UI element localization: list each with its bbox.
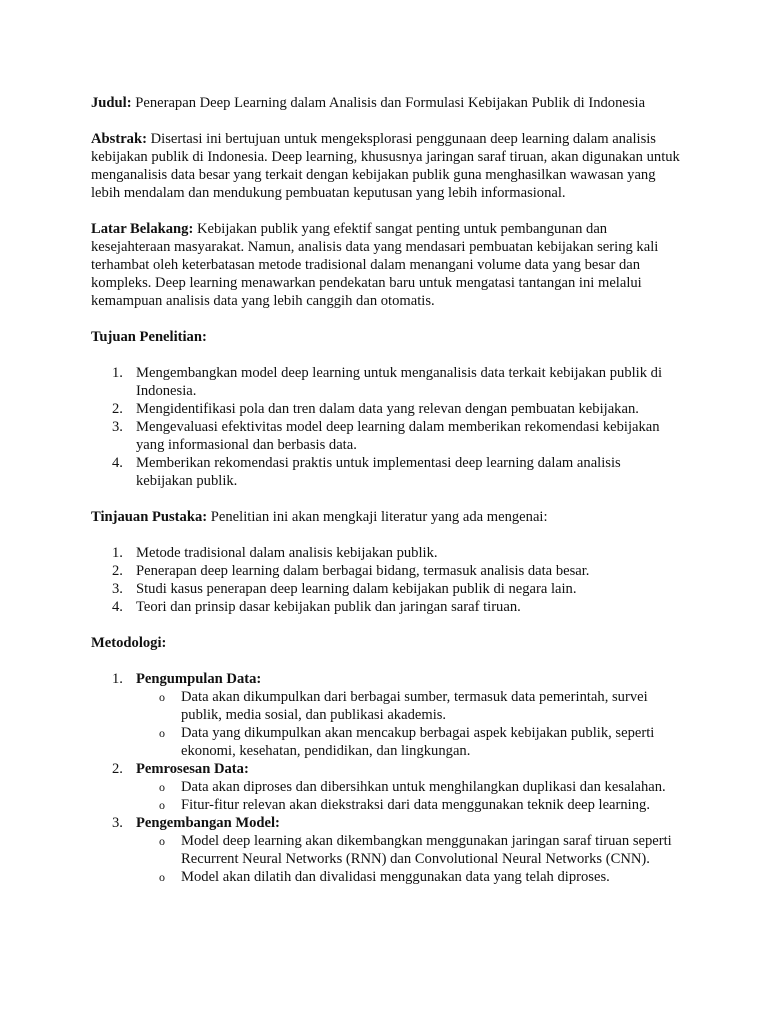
list-item — [91, 760, 681, 814]
sub-list-item-text: Data akan dikumpulkan dari berbagai sumber, termasuk data pemerintah, survei publik, media sosial, dan publikasi akademis. — [181, 689, 648, 723]
list-item — [91, 454, 681, 490]
sub-list — [136, 832, 681, 886]
list-item-text: Mengembangkan model deep learning untuk menganalisis data terkait kebijakan publik di Indonesia. — [136, 365, 663, 399]
latar-belakang-label: Latar Belakang: — [91, 221, 194, 237]
method-step-title: Pengembangan Model: — [136, 815, 280, 831]
metodologi-heading: Metodologi: — [91, 635, 167, 651]
list-item-text: Teori dan prinsip dasar kebijakan publik dan jaringan saraf tiruan. — [136, 599, 521, 615]
sub-list — [136, 688, 681, 760]
bullet-icon: o — [159, 798, 165, 812]
bullet-icon: o — [159, 834, 165, 848]
tinjauan-list — [91, 544, 681, 616]
list-item — [91, 400, 681, 418]
list-item — [91, 598, 681, 616]
sub-list-item-text: Fitur-fitur relevan akan diekstraksi dari data menggunakan teknik deep learning. — [181, 797, 650, 813]
list-number: 3. — [112, 581, 123, 597]
sub-list-item-text: Data akan diproses dan dibersihkan untuk menghilangkan duplikasi dan kesalahan. — [181, 779, 666, 795]
list-number: 3. — [112, 815, 123, 831]
sub-list-item — [136, 724, 681, 760]
judul-paragraph — [91, 94, 681, 112]
list-item — [91, 562, 681, 580]
list-item — [91, 544, 681, 562]
metodologi-list — [91, 670, 681, 886]
sub-list — [136, 778, 681, 814]
abstrak-text: Disertasi ini bertujuan untuk mengeksplorasi penggunaan deep learning dalam analisis kebijakan publik di Indonesia. Deep learning, khususnya jaringan saraf tiruan, akan digunakan untuk menganalisis data besar yang terkait dengan kebijakan publik guna menghasilkan wawasan yang lebih mendalam dan mendukung pembuatan keputusan yang lebih informasional. — [91, 131, 680, 201]
list-item — [91, 418, 681, 454]
sub-list-item — [136, 688, 681, 724]
tujuan-list — [91, 364, 681, 490]
bullet-icon: o — [159, 870, 165, 884]
list-item — [91, 814, 681, 886]
list-number: 2. — [112, 761, 123, 777]
list-item-text: Metode tradisional dalam analisis kebijakan publik. — [136, 545, 438, 561]
judul-text: Penerapan Deep Learning dalam Analisis dan Formulasi Kebijakan Publik di Indonesia — [135, 95, 646, 111]
list-item — [91, 364, 681, 400]
list-number: 3. — [112, 419, 123, 435]
list-item-text: Memberikan rekomendasi praktis untuk implementasi deep learning dalam analisis kebijakan publik. — [136, 455, 621, 489]
sub-list-item-text: Model akan dilatih dan divalidasi menggunakan data yang telah diproses. — [181, 869, 610, 885]
latar-belakang-text: Kebijakan publik yang efektif sangat penting untuk pembangunan dan kesejahteraan masyarakat. Namun, analisis data yang mendasari pembuatan kebijakan sering kali terhambat oleh keterbatasan metode tradisional dalam menangani volume data yang besar dan kompleks. Deep learning menawarkan pendekatan baru untuk mengatasi tantangan ini melalui kemampuan analisis data yang lebih canggih dan otomatis. — [91, 221, 659, 309]
list-item-text: Studi kasus penerapan deep learning dalam kebijakan publik di negara lain. — [136, 581, 577, 597]
sub-list-item — [136, 868, 681, 886]
latar-belakang-paragraph — [91, 220, 681, 310]
list-number: 4. — [112, 455, 123, 471]
bullet-icon: o — [159, 690, 165, 704]
list-item-text: Penerapan deep learning dalam berbagai bidang, termasuk analisis data besar. — [136, 563, 590, 579]
list-item-text: Mengevaluasi efektivitas model deep learning dalam memberikan rekomendasi kebijakan yang informasional dan berbasis data. — [136, 419, 660, 453]
abstrak-paragraph — [91, 130, 681, 202]
list-number: 4. — [112, 599, 123, 615]
bullet-icon: o — [159, 780, 165, 794]
list-number: 2. — [112, 401, 123, 417]
list-item — [91, 670, 681, 760]
tinjauan-paragraph — [91, 508, 681, 526]
sub-list-item-text: Model deep learning akan dikembangkan menggunakan jaringan saraf tiruan seperti Recurrent Neural Networks (RNN) dan Convolutional Neural Networks (CNN). — [181, 833, 672, 867]
list-number: 1. — [112, 671, 123, 687]
tinjauan-label: Tinjauan Pustaka: — [91, 509, 208, 525]
method-step-title: Pengumpulan Data: — [136, 671, 262, 687]
tujuan-heading: Tujuan Penelitian: — [91, 329, 207, 345]
sub-list-item-text: Data yang dikumpulkan akan mencakup berbagai aspek kebijakan publik, seperti ekonomi, kesehatan, pendidikan, dan lingkungan. — [181, 725, 655, 759]
list-item-text: Mengidentifikasi pola dan tren dalam data yang relevan dengan pembuatan kebijakan. — [136, 401, 639, 417]
list-number: 1. — [112, 365, 123, 381]
sub-list-item — [136, 832, 681, 868]
bullet-icon: o — [159, 726, 165, 740]
sub-list-item — [136, 796, 681, 814]
method-step-title: Pemrosesan Data: — [136, 761, 249, 777]
sub-list-item — [136, 778, 681, 796]
judul-label: Judul: — [91, 95, 132, 111]
list-number: 1. — [112, 545, 123, 561]
document-page — [91, 94, 681, 904]
abstrak-label: Abstrak: — [91, 131, 147, 147]
list-item — [91, 580, 681, 598]
list-number: 2. — [112, 563, 123, 579]
tinjauan-text: Penelitian ini akan mengkaji literatur yang ada mengenai: — [210, 509, 548, 525]
